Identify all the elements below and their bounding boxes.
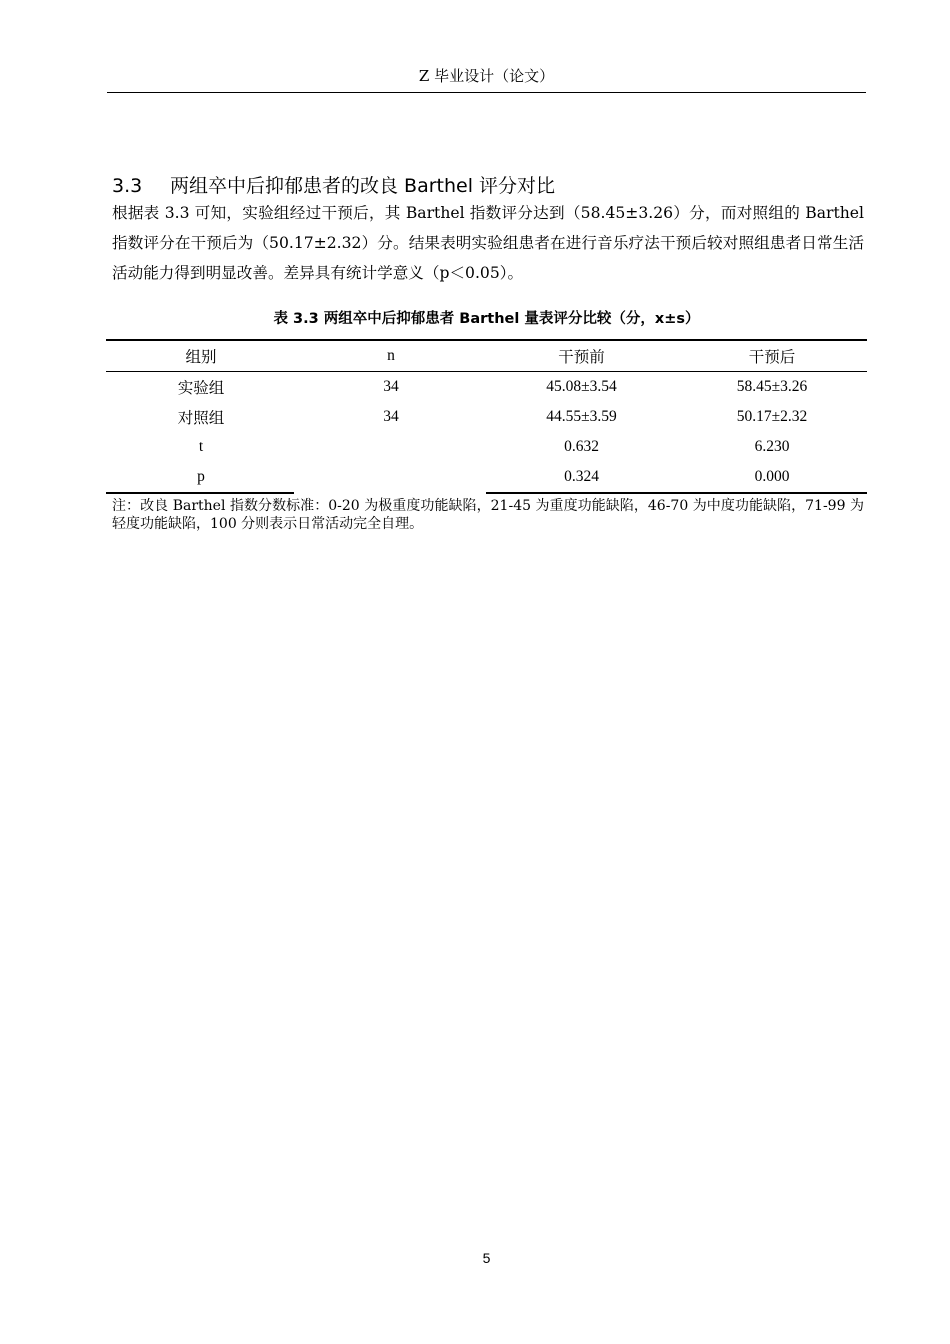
table-cell: [296, 462, 486, 493]
table-caption: 表 3.3 两组卒中后抑郁患者 Barthel 量表评分比较（分，x±s）: [273, 311, 700, 327]
table-cell: 34: [383, 408, 399, 425]
table-cell: t: [198, 438, 204, 455]
page-header: Z 毕业设计（论文）: [418, 67, 555, 85]
table-cell: 45.08±3.54: [546, 378, 617, 395]
table-cell: 50.17±2.32: [736, 408, 808, 425]
column-header-n: n: [387, 347, 395, 364]
body-paragraph: 根据表 3.3 可知，实验组经过干预后，其 Barthel 指数评分达到（58.45±3.26）分，而对照组的 Barthel 指数评分在干预后为（50.17±2.32）分。结果表明实验组患者在进行音乐疗法干预后较对照组患者日常生活活动能力得到明显改善。差异具有统计学意义（p＜0.05）。: [112, 204, 864, 282]
page-number: 5: [482, 1250, 491, 1266]
table-cell: 实验组: [177, 380, 225, 397]
table-cell: 34: [383, 378, 399, 395]
section-heading: [112, 172, 555, 200]
table-cell: 0.324: [564, 468, 599, 485]
column-header-group: 组别: [185, 349, 217, 366]
comparison-table: [106, 339, 867, 494]
table-row: [106, 432, 867, 462]
table-cell: 6.230: [754, 438, 790, 455]
table-row: [106, 372, 867, 403]
bottom-rule-gap: [294, 490, 486, 494]
table-cell: [296, 432, 486, 462]
header-rule: [107, 92, 866, 93]
table-header-row: [106, 340, 867, 372]
table-note: 注：改良 Barthel 指数分数标准：0-20 为极重度功能缺陷，21-45 为重度功能缺陷，46-70 为中度功能缺陷，71-99 为轻度功能缺陷，100 分则表示日常活动完全自理。: [112, 498, 864, 532]
table-row: [106, 402, 867, 432]
column-header-after: 干预后: [748, 349, 796, 366]
table-cell: 对照组: [177, 410, 225, 427]
table-cell: 58.45±3.26: [736, 378, 808, 395]
column-header-before: 干预前: [558, 349, 605, 366]
section-number: 3.3: [112, 174, 143, 197]
section-title: 两组卒中后抑郁患者的改良 Barthel 评分对比: [170, 174, 556, 197]
table-cell: p: [197, 468, 205, 485]
table-row: [106, 462, 867, 493]
table-cell: 44.55±3.59: [546, 408, 617, 425]
table-cell: 0.000: [754, 468, 790, 485]
table-cell: 0.632: [564, 438, 599, 455]
